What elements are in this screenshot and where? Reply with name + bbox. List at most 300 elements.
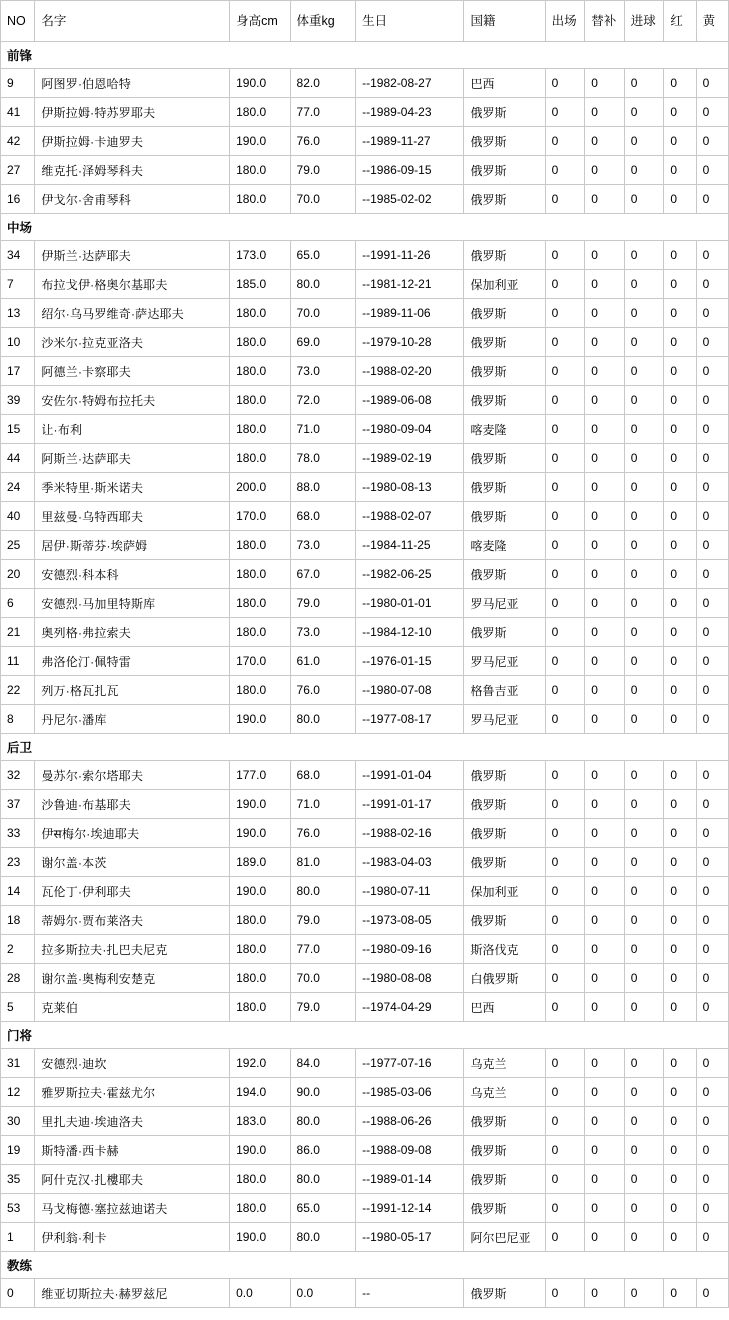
table-row[interactable] — [1, 906, 729, 935]
player-name: 伊斯兰·达萨耶夫 — [35, 241, 230, 270]
player-nationality: 俄罗斯 — [464, 185, 545, 214]
player-appearances: 0 — [545, 98, 585, 127]
table-row[interactable] — [1, 473, 729, 502]
table-row[interactable] — [1, 618, 729, 647]
player-yellow-cards: 0 — [696, 877, 728, 906]
player-name: 维克托·泽姆琴科夫 — [35, 156, 230, 185]
player-birthdate: --1977-08-17 — [356, 705, 464, 734]
player-name: 蒂姆尔·贾布莱洛夫 — [35, 906, 230, 935]
table-row[interactable] — [1, 69, 729, 98]
player-birthdate: --1988-06-26 — [356, 1107, 464, 1136]
player-number: 0 — [1, 1279, 35, 1308]
position-group-row — [1, 1022, 729, 1049]
player-weight: 70.0 — [290, 964, 356, 993]
player-nationality: 俄罗斯 — [464, 473, 545, 502]
player-name: 拉多斯拉夫·扎巴夫尼克 — [35, 935, 230, 964]
player-name: 阿图罗·伯恩哈特 — [35, 69, 230, 98]
player-name: 列万·格瓦扎瓦 — [35, 676, 230, 705]
player-birthdate: --1983-04-03 — [356, 848, 464, 877]
player-substitutions: 0 — [585, 560, 625, 589]
player-height: 189.0 — [230, 848, 290, 877]
table-row[interactable] — [1, 560, 729, 589]
player-goals: 0 — [624, 270, 664, 299]
table-row[interactable] — [1, 848, 729, 877]
player-number: 25 — [1, 531, 35, 560]
player-goals: 0 — [624, 473, 664, 502]
position-group-row — [1, 734, 729, 761]
header-birth-label: 生日 — [362, 14, 388, 28]
table-row[interactable] — [1, 877, 729, 906]
player-goals: 0 — [624, 386, 664, 415]
player-red-cards: 0 — [664, 473, 696, 502]
header-birth — [356, 1, 464, 42]
player-red-cards: 0 — [664, 877, 696, 906]
player-yellow-cards: 0 — [696, 415, 728, 444]
player-nationality: 俄罗斯 — [464, 98, 545, 127]
table-row[interactable] — [1, 1107, 729, 1136]
player-yellow-cards: 0 — [696, 185, 728, 214]
player-weight: 76.0 — [290, 127, 356, 156]
player-number: 31 — [1, 1049, 35, 1078]
player-nationality: 俄罗斯 — [464, 1136, 545, 1165]
player-goals: 0 — [624, 705, 664, 734]
player-height: 180.0 — [230, 156, 290, 185]
player-nationality: 乌克兰 — [464, 1078, 545, 1107]
player-weight: 61.0 — [290, 647, 356, 676]
header-yellow — [696, 1, 728, 42]
player-appearances: 0 — [545, 935, 585, 964]
player-name: 沙鲁迪·布基耶夫 — [35, 790, 230, 819]
header-name-label: 名字 — [41, 14, 67, 28]
player-number: 35 — [1, 1165, 35, 1194]
player-substitutions: 0 — [585, 647, 625, 676]
player-red-cards: 0 — [664, 618, 696, 647]
table-row[interactable] — [1, 357, 729, 386]
player-substitutions: 0 — [585, 935, 625, 964]
player-appearances: 0 — [545, 1136, 585, 1165]
player-name: 谢尔盖·奥梅利安楚克 — [35, 964, 230, 993]
player-goals: 0 — [624, 993, 664, 1022]
player-substitutions: 0 — [585, 1049, 625, 1078]
player-red-cards: 0 — [664, 299, 696, 328]
player-substitutions: 0 — [585, 1194, 625, 1223]
player-red-cards: 0 — [664, 819, 696, 848]
player-birthdate: --1989-11-27 — [356, 127, 464, 156]
table-row[interactable] — [1, 935, 729, 964]
player-birthdate: --1984-11-25 — [356, 531, 464, 560]
player-appearances: 0 — [545, 127, 585, 156]
table-row[interactable] — [1, 328, 729, 357]
player-nationality: 斯洛伐克 — [464, 935, 545, 964]
table-row[interactable] — [1, 647, 729, 676]
position-group-row — [1, 214, 729, 241]
table-row[interactable] — [1, 444, 729, 473]
player-height: 190.0 — [230, 127, 290, 156]
player-appearances: 0 — [545, 185, 585, 214]
player-weight: 86.0 — [290, 1136, 356, 1165]
player-height: 190.0 — [230, 790, 290, 819]
player-height: 190.0 — [230, 1136, 290, 1165]
header-red-label: 红 — [670, 14, 683, 28]
player-number: 13 — [1, 299, 35, 328]
player-nationality: 罗马尼亚 — [464, 705, 545, 734]
player-yellow-cards: 0 — [696, 676, 728, 705]
table-row[interactable] — [1, 1165, 729, 1194]
player-substitutions: 0 — [585, 1279, 625, 1308]
player-yellow-cards: 0 — [696, 156, 728, 185]
player-number: 8 — [1, 705, 35, 734]
player-height: 180.0 — [230, 1194, 290, 1223]
player-number: 21 — [1, 618, 35, 647]
player-weight: 68.0 — [290, 761, 356, 790]
player-yellow-cards: 0 — [696, 444, 728, 473]
player-yellow-cards: 0 — [696, 473, 728, 502]
player-substitutions: 0 — [585, 98, 625, 127]
player-birthdate: --1988-02-20 — [356, 357, 464, 386]
position-group-row — [1, 1252, 729, 1279]
table-row[interactable] — [1, 1279, 729, 1308]
player-name: 季米特里·斯米诺夫 — [35, 473, 230, 502]
player-red-cards: 0 — [664, 935, 696, 964]
player-number: 12 — [1, 1078, 35, 1107]
table-row[interactable] — [1, 589, 729, 618]
player-nationality: 俄罗斯 — [464, 906, 545, 935]
player-red-cards: 0 — [664, 415, 696, 444]
player-birthdate: --1989-11-06 — [356, 299, 464, 328]
player-red-cards: 0 — [664, 589, 696, 618]
player-appearances: 0 — [545, 906, 585, 935]
table-row[interactable] — [1, 185, 729, 214]
player-nationality: 俄罗斯 — [464, 761, 545, 790]
player-appearances: 0 — [545, 386, 585, 415]
player-yellow-cards: 0 — [696, 1194, 728, 1223]
player-height: 190.0 — [230, 705, 290, 734]
player-goals: 0 — [624, 819, 664, 848]
player-weight: 77.0 — [290, 935, 356, 964]
player-weight: 80.0 — [290, 705, 356, 734]
header-goals — [624, 1, 664, 42]
player-number: 30 — [1, 1107, 35, 1136]
player-height: 180.0 — [230, 618, 290, 647]
player-weight: 84.0 — [290, 1049, 356, 1078]
player-number: 15 — [1, 415, 35, 444]
player-goals: 0 — [624, 1165, 664, 1194]
table-row[interactable] — [1, 531, 729, 560]
player-nationality: 保加利亚 — [464, 270, 545, 299]
table-row[interactable] — [1, 790, 729, 819]
player-appearances: 0 — [545, 705, 585, 734]
player-goals: 0 — [624, 589, 664, 618]
player-height: 180.0 — [230, 415, 290, 444]
player-height: 180.0 — [230, 906, 290, 935]
player-appearances: 0 — [545, 69, 585, 98]
player-nationality: 俄罗斯 — [464, 1165, 545, 1194]
position-group-label: 前锋 — [1, 42, 729, 69]
player-weight: 79.0 — [290, 993, 356, 1022]
header-red — [664, 1, 696, 42]
table-row[interactable] — [1, 1136, 729, 1165]
player-name: 居伊·斯蒂芬·埃萨姆 — [35, 531, 230, 560]
player-nationality: 俄罗斯 — [464, 1107, 545, 1136]
player-height: 190.0 — [230, 1223, 290, 1252]
table-row[interactable] — [1, 127, 729, 156]
player-yellow-cards: 0 — [696, 906, 728, 935]
player-name: 奥列格·弗拉索夫 — [35, 618, 230, 647]
player-birthdate: --1991-11-26 — [356, 241, 464, 270]
player-substitutions: 0 — [585, 705, 625, 734]
player-height: 180.0 — [230, 185, 290, 214]
player-goals: 0 — [624, 69, 664, 98]
player-number: 10 — [1, 328, 35, 357]
player-red-cards: 0 — [664, 270, 696, 299]
player-goals: 0 — [624, 560, 664, 589]
player-red-cards: 0 — [664, 531, 696, 560]
player-birthdate: --1974-04-29 — [356, 993, 464, 1022]
player-height: 173.0 — [230, 241, 290, 270]
player-yellow-cards: 0 — [696, 560, 728, 589]
player-weight: 78.0 — [290, 444, 356, 473]
player-name: 伊स梅尔·埃迪耶夫 — [35, 819, 230, 848]
player-name: 克莱伯 — [35, 993, 230, 1022]
table-row[interactable] — [1, 156, 729, 185]
player-weight: 88.0 — [290, 473, 356, 502]
table-row[interactable] — [1, 1194, 729, 1223]
player-yellow-cards: 0 — [696, 386, 728, 415]
table-row[interactable] — [1, 705, 729, 734]
player-yellow-cards: 0 — [696, 848, 728, 877]
player-name: 弗洛伦汀·佩特雷 — [35, 647, 230, 676]
header-nation-label: 国籍 — [470, 14, 496, 28]
table-row[interactable] — [1, 1078, 729, 1107]
player-nationality: 罗马尼亚 — [464, 647, 545, 676]
table-row[interactable] — [1, 386, 729, 415]
player-height: 185.0 — [230, 270, 290, 299]
player-number: 9 — [1, 69, 35, 98]
table-row[interactable] — [1, 761, 729, 790]
player-red-cards: 0 — [664, 185, 696, 214]
player-goals: 0 — [624, 935, 664, 964]
player-red-cards: 0 — [664, 357, 696, 386]
player-nationality: 俄罗斯 — [464, 444, 545, 473]
player-yellow-cards: 0 — [696, 531, 728, 560]
player-name: 安佐尔·特姆布拉托夫 — [35, 386, 230, 415]
player-red-cards: 0 — [664, 1165, 696, 1194]
player-red-cards: 0 — [664, 676, 696, 705]
player-birthdate: --1981-12-21 — [356, 270, 464, 299]
player-nationality: 俄罗斯 — [464, 156, 545, 185]
player-appearances: 0 — [545, 560, 585, 589]
player-height: 180.0 — [230, 935, 290, 964]
player-birthdate: --1988-09-08 — [356, 1136, 464, 1165]
player-nationality: 保加利亚 — [464, 877, 545, 906]
player-weight: 80.0 — [290, 1223, 356, 1252]
player-appearances: 0 — [545, 877, 585, 906]
player-weight: 68.0 — [290, 502, 356, 531]
player-height: 194.0 — [230, 1078, 290, 1107]
player-appearances: 0 — [545, 618, 585, 647]
player-substitutions: 0 — [585, 127, 625, 156]
player-birthdate: --1988-02-16 — [356, 819, 464, 848]
player-yellow-cards: 0 — [696, 241, 728, 270]
table-row[interactable] — [1, 993, 729, 1022]
player-red-cards: 0 — [664, 1107, 696, 1136]
player-goals: 0 — [624, 906, 664, 935]
player-substitutions: 0 — [585, 790, 625, 819]
player-substitutions: 0 — [585, 906, 625, 935]
player-birthdate: --1980-01-01 — [356, 589, 464, 618]
player-appearances: 0 — [545, 299, 585, 328]
table-row[interactable] — [1, 415, 729, 444]
player-goals: 0 — [624, 357, 664, 386]
player-birthdate: --1980-09-16 — [356, 935, 464, 964]
player-goals: 0 — [624, 415, 664, 444]
player-appearances: 0 — [545, 156, 585, 185]
player-name: 让·布利 — [35, 415, 230, 444]
player-nationality: 俄罗斯 — [464, 127, 545, 156]
player-goals: 0 — [624, 127, 664, 156]
player-appearances: 0 — [545, 964, 585, 993]
player-name: 伊斯拉姆·特苏罗耶夫 — [35, 98, 230, 127]
player-nationality: 巴西 — [464, 69, 545, 98]
player-name: 沙米尔·拉克亚洛夫 — [35, 328, 230, 357]
player-yellow-cards: 0 — [696, 502, 728, 531]
player-goals: 0 — [624, 618, 664, 647]
player-nationality: 俄罗斯 — [464, 502, 545, 531]
table-row[interactable] — [1, 270, 729, 299]
header-no — [1, 1, 35, 42]
table-row[interactable] — [1, 676, 729, 705]
table-row[interactable] — [1, 299, 729, 328]
player-substitutions: 0 — [585, 848, 625, 877]
player-number: 42 — [1, 127, 35, 156]
player-substitutions: 0 — [585, 473, 625, 502]
player-substitutions: 0 — [585, 964, 625, 993]
player-nationality: 俄罗斯 — [464, 1194, 545, 1223]
table-header — [1, 1, 729, 42]
player-number: 39 — [1, 386, 35, 415]
header-nation — [464, 1, 545, 42]
player-red-cards: 0 — [664, 328, 696, 357]
player-yellow-cards: 0 — [696, 328, 728, 357]
header-sub — [585, 1, 625, 42]
player-number: 23 — [1, 848, 35, 877]
table-row[interactable] — [1, 964, 729, 993]
player-yellow-cards: 0 — [696, 1223, 728, 1252]
player-weight: 65.0 — [290, 1194, 356, 1223]
player-yellow-cards: 0 — [696, 69, 728, 98]
player-nationality: 巴西 — [464, 993, 545, 1022]
player-weight: 80.0 — [290, 270, 356, 299]
player-nationality: 俄罗斯 — [464, 386, 545, 415]
player-substitutions: 0 — [585, 299, 625, 328]
header-height-label: 身高cm — [236, 14, 278, 28]
player-birthdate: --1986-09-15 — [356, 156, 464, 185]
player-substitutions: 0 — [585, 1136, 625, 1165]
player-nationality: 罗马尼亚 — [464, 589, 545, 618]
player-number: 37 — [1, 790, 35, 819]
player-goals: 0 — [624, 299, 664, 328]
player-goals: 0 — [624, 328, 664, 357]
player-yellow-cards: 0 — [696, 1078, 728, 1107]
player-number: 17 — [1, 357, 35, 386]
player-red-cards: 0 — [664, 69, 696, 98]
player-appearances: 0 — [545, 1223, 585, 1252]
table-row[interactable] — [1, 819, 729, 848]
player-substitutions: 0 — [585, 156, 625, 185]
player-red-cards: 0 — [664, 98, 696, 127]
player-number: 7 — [1, 270, 35, 299]
player-weight: 79.0 — [290, 156, 356, 185]
table-row[interactable] — [1, 1223, 729, 1252]
player-nationality: 俄罗斯 — [464, 241, 545, 270]
player-nationality: 俄罗斯 — [464, 618, 545, 647]
player-yellow-cards: 0 — [696, 819, 728, 848]
player-red-cards: 0 — [664, 1078, 696, 1107]
player-number: 18 — [1, 906, 35, 935]
player-name: 布拉戈伊·格奥尔基耶夫 — [35, 270, 230, 299]
player-weight: 73.0 — [290, 618, 356, 647]
player-number: 11 — [1, 647, 35, 676]
player-red-cards: 0 — [664, 156, 696, 185]
player-name: 瓦伦丁·伊利耶夫 — [35, 877, 230, 906]
table-row[interactable] — [1, 1049, 729, 1078]
player-appearances: 0 — [545, 531, 585, 560]
header-weight-label: 体重kg — [296, 14, 335, 28]
player-number: 28 — [1, 964, 35, 993]
player-height: 190.0 — [230, 819, 290, 848]
player-yellow-cards: 0 — [696, 1279, 728, 1308]
player-substitutions: 0 — [585, 1223, 625, 1252]
player-height: 180.0 — [230, 589, 290, 618]
player-weight: 76.0 — [290, 676, 356, 705]
player-appearances: 0 — [545, 1279, 585, 1308]
player-goals: 0 — [624, 761, 664, 790]
player-substitutions: 0 — [585, 1078, 625, 1107]
table-body — [1, 42, 729, 1308]
player-yellow-cards: 0 — [696, 1136, 728, 1165]
player-goals: 0 — [624, 790, 664, 819]
player-weight: 80.0 — [290, 1165, 356, 1194]
table-row[interactable] — [1, 241, 729, 270]
player-red-cards: 0 — [664, 1194, 696, 1223]
player-birthdate: --1989-06-08 — [356, 386, 464, 415]
player-name: 伊戈尔·舍甫琴科 — [35, 185, 230, 214]
player-appearances: 0 — [545, 1078, 585, 1107]
table-row[interactable] — [1, 502, 729, 531]
player-birthdate: --1984-12-10 — [356, 618, 464, 647]
player-yellow-cards: 0 — [696, 299, 728, 328]
player-number: 22 — [1, 676, 35, 705]
player-weight: 81.0 — [290, 848, 356, 877]
player-number: 6 — [1, 589, 35, 618]
player-height: 170.0 — [230, 647, 290, 676]
player-name: 里扎夫迪·埃迪洛夫 — [35, 1107, 230, 1136]
player-red-cards: 0 — [664, 1279, 696, 1308]
player-yellow-cards: 0 — [696, 127, 728, 156]
player-nationality: 喀麦隆 — [464, 415, 545, 444]
player-height: 190.0 — [230, 69, 290, 98]
table-row[interactable] — [1, 98, 729, 127]
player-number: 32 — [1, 761, 35, 790]
player-yellow-cards: 0 — [696, 647, 728, 676]
player-appearances: 0 — [545, 328, 585, 357]
player-height: 190.0 — [230, 877, 290, 906]
player-number: 33 — [1, 819, 35, 848]
player-birthdate: --1982-06-25 — [356, 560, 464, 589]
player-substitutions: 0 — [585, 618, 625, 647]
player-yellow-cards: 0 — [696, 993, 728, 1022]
header-row — [1, 1, 729, 42]
